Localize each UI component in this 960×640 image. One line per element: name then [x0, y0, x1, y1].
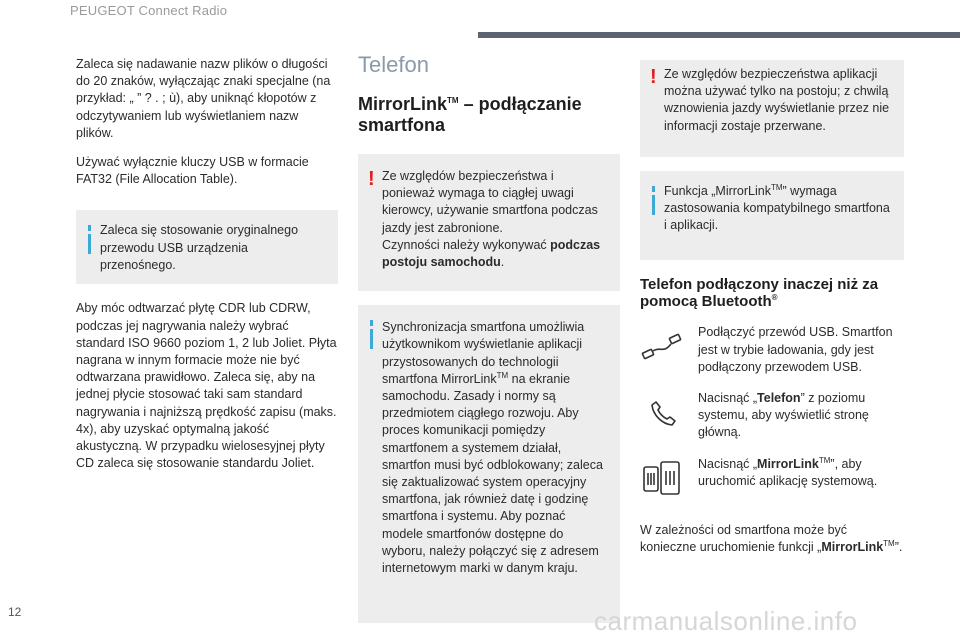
step-phone-a: Nacisnąć „ [698, 391, 758, 406]
header-title: PEUGEOT Connect Radio [70, 3, 228, 18]
warning-text-2a: Czynności należy wykonywać [382, 237, 551, 252]
info-text-a: Funkcja „MirrorLink [664, 183, 771, 198]
info-text [382, 319, 606, 577]
step-ml-tm: TM [818, 455, 831, 465]
info-text-b: na ekranie samochodu. Zasady i normy są przedmiotem ciągłego rozwoju. Aby proces komunikacji pomiędzy smartfonem a systemem działał, smartfon musi być odblokowany; zaleca się zaktualizować system operacyjny smartfona, jak również datę i godzinę smartfona i systemu. Aby poznać modele smartfonów dostępne do wyboru, należy połączyć się z adresem internetowym marki w danym kraju. [382, 371, 603, 576]
warning-bold: podczas postoju samochodu [382, 237, 601, 270]
step-phone [640, 390, 904, 442]
heading-non-bluetooth [640, 276, 904, 310]
warning-end: . [500, 255, 505, 270]
heading-mirrorlink [358, 94, 620, 136]
column-2 [358, 52, 620, 623]
info-text [664, 183, 890, 235]
paragraph-fat32: Używać wyłącznie kluczy USB w formacie FAT32 (File Allocation Table). [76, 155, 309, 187]
info-tm: TM [496, 370, 509, 380]
warning-text: Ze względów bezpieczeństwa aplikacji można używać tylko na postoju; z chwilą wznowienia jazdy wyświetlanie przez nie informacji zostaje przerwane. [664, 67, 890, 133]
info-box-compat [640, 171, 904, 261]
info-text-a: Synchronizacja smartfona umożliwia użytkownikom wyświetlanie aplikacji przystosowanych do technologii smartfona MirrorLink [382, 320, 585, 386]
warning-icon: ! [368, 168, 375, 190]
final-c: ”. [894, 539, 903, 554]
heading-text: MirrorLink [358, 94, 448, 114]
step-usb [640, 324, 904, 376]
warning-box-driving [358, 154, 620, 291]
usb-cable-icon [640, 324, 686, 370]
watermark: carmanualsonline.info [594, 606, 858, 636]
final-bold: MirrorLink [821, 539, 884, 554]
step-ml-c: ”, aby uruchomić aplikację systemową. [698, 456, 878, 488]
info-box-usb-cable [76, 210, 338, 284]
paragraph-cd-standards: Aby móc odtwarzać płytę CDR lub CDRW, podczas jej nagrywania należy wybrać standard ISO 9660 poziom 1, 2 lub Joliet. Płyta nagrana w innym formacie może nie być odtwarzana prawidłowo. Zaleca się, aby na jednej płycie stosować taki sam standard nagrywania i najniższą prędkość zapisu (maks. 4x), aby uzyskać optymalną jakość akustyczną. W przypadku wielosesyjnej płyty CD zaleca się stosowanie standardu Joliet. [76, 301, 337, 471]
phone-handset-icon [640, 390, 686, 436]
info-icon [652, 186, 655, 192]
column-1 [76, 56, 338, 484]
warning-icon: ! [650, 66, 657, 88]
step-phone-bold: Telefon [757, 391, 801, 406]
info-icon-bar [88, 234, 91, 254]
info-box-sync [358, 305, 620, 623]
heading-tm: TM [447, 96, 459, 105]
step-usb-text: Podłączyć przewód USB. Smartfon jest w trybie ładowania, gdy jest podłączony przewodem USB. [698, 325, 893, 374]
info-tm: TM [770, 182, 783, 192]
info-text: Zaleca się stosowanie oryginalnego przewodu USB urządzenia przenośnego. [100, 223, 299, 272]
final-a: W zależności od smartfona może być konieczne uruchomienie funkcji „ [640, 522, 848, 554]
final-tm: TM [883, 538, 895, 548]
warning-text-2 [382, 237, 606, 271]
step-phone-text [698, 390, 904, 442]
heading-text-2: – podłączanie smartfona [358, 94, 582, 135]
warning-box-apps [640, 60, 904, 157]
paragraph-final [640, 522, 904, 556]
heading-text: Telefon podłączony inaczej niż za pomocą Bluetooth [640, 276, 879, 311]
info-icon-bar [370, 329, 373, 349]
info-text-b: ” wymaga zastosowania kompatybilnego smartfona i aplikacji. [664, 183, 890, 233]
step-mirrorlink [640, 456, 904, 502]
warning-text: Ze względów bezpieczeństwa i ponieważ wymaga to ciągłej uwagi kierowcy, używanie smartfona podczas jazdy jest zabronione. [382, 169, 598, 235]
mirrorlink-icon [640, 456, 686, 502]
info-icon-bar [652, 195, 655, 215]
step-ml-bold: MirrorLink [757, 456, 819, 471]
page-number: 12 [8, 605, 22, 619]
heading-reg: ® [771, 293, 778, 303]
section-title: Telefon [358, 52, 429, 77]
column-3 [640, 60, 904, 556]
step-mirrorlink-text [698, 456, 904, 490]
step-phone-c: ” z poziomu systemu, aby wyświetlić stronę główną. [698, 391, 869, 440]
step-ml-a: Nacisnąć „ [698, 456, 758, 471]
paragraph-filenames: Zaleca się nadawanie nazw plików o długości do 20 znaków, wyłączając znaki specjalne (na przykład: „ ” ? . ; ù), aby uniknąć kłopotów z odczytywaniem lub wyświetlaniem nazw plików. [76, 57, 331, 140]
header-bar [478, 32, 960, 38]
info-icon [370, 320, 373, 326]
info-icon [88, 225, 91, 231]
